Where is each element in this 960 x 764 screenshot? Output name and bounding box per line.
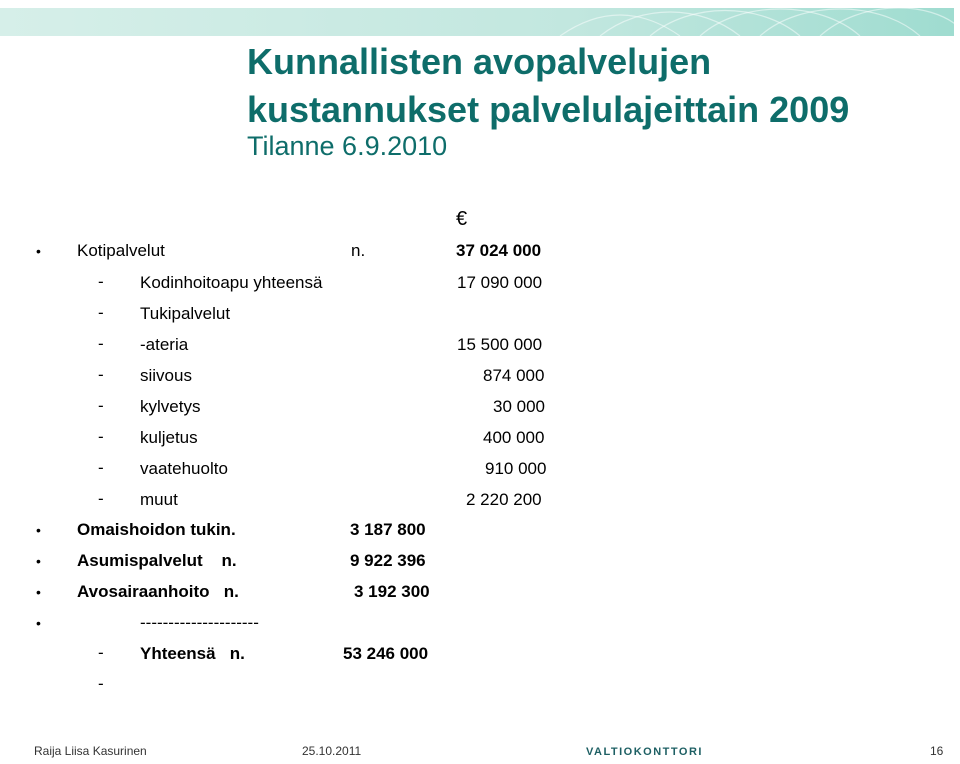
footer-date: 25.10.2011 xyxy=(302,744,362,758)
vaatehuolto-label: vaatehuolto xyxy=(140,459,228,478)
dash-marker: - xyxy=(98,334,104,353)
asumispalvelut-value: 9 922 396 xyxy=(350,551,426,570)
slide-title: Kunnallisten avopalvelujen kustannukset palvelulajeittain 2009 xyxy=(247,41,850,130)
asumispalvelut-label: Asumispalvelut n. xyxy=(77,551,237,570)
yhteensa-value: 53 246 000 xyxy=(343,644,429,663)
dash-marker: - xyxy=(98,303,104,322)
dash-marker: - xyxy=(98,396,104,415)
currency-symbol: € xyxy=(456,208,468,230)
avosairaanhoito-label: Avosairaanhoito n. xyxy=(77,582,239,601)
bullet-icon: • xyxy=(36,615,41,631)
dash-marker: - xyxy=(98,272,104,291)
kodinhoitoapu-value: 17 090 000 xyxy=(457,273,543,292)
siivous-value: 874 000 xyxy=(483,366,545,385)
kylvetys-label: kylvetys xyxy=(140,397,201,416)
banner-pattern xyxy=(0,8,954,36)
bullet-icon: • xyxy=(36,584,41,600)
avosairaanhoito-value: 3 192 300 xyxy=(354,582,430,601)
kuljetus-value: 400 000 xyxy=(483,428,545,447)
dash-marker: - xyxy=(98,489,104,508)
kylvetys-value: 30 000 xyxy=(493,397,545,416)
dash-marker: - xyxy=(98,427,104,446)
dash-marker: - xyxy=(98,458,104,477)
bullet-icon: • xyxy=(36,522,41,538)
slide-subtitle: Tilanne 6.9.2010 xyxy=(247,131,448,161)
valtiokonttori-logo: VALTIOKONTTORI xyxy=(586,746,703,758)
vaatehuolto-value: 910 000 xyxy=(485,459,547,478)
kotipalvelut-label: Kotipalvelut xyxy=(77,241,165,260)
siivous-label: siivous xyxy=(140,366,192,385)
kotipalvelut-value: 37 024 000 xyxy=(456,241,542,260)
header-banner xyxy=(0,8,954,36)
page-number: 16 xyxy=(930,744,944,758)
dash-marker: - xyxy=(98,365,104,384)
muut-label: muut xyxy=(140,490,178,509)
kuljetus-label: kuljetus xyxy=(140,428,198,447)
omaishoidon-label: Omaishoidon tukin. xyxy=(77,520,236,539)
bullet-icon: • xyxy=(36,553,41,569)
omaishoidon-value: 3 187 800 xyxy=(350,520,426,539)
separator-line: --------------------- xyxy=(140,613,259,632)
footer-author: Raija Liisa Kasurinen xyxy=(34,744,147,758)
tukipalvelut-label: Tukipalvelut xyxy=(140,304,231,323)
ateria-value: 15 500 000 xyxy=(457,335,543,354)
kotipalvelut-approx: n. xyxy=(351,241,366,260)
dash-marker: - xyxy=(98,674,104,693)
muut-value: 2 220 200 xyxy=(466,490,542,509)
kodinhoitoapu-label: Kodinhoitoapu yhteensä xyxy=(140,273,323,292)
bullet-icon: • xyxy=(36,243,41,259)
dash-marker: - xyxy=(98,643,104,662)
yhteensa-label: Yhteensä n. xyxy=(140,644,245,663)
ateria-label: -ateria xyxy=(140,335,189,354)
